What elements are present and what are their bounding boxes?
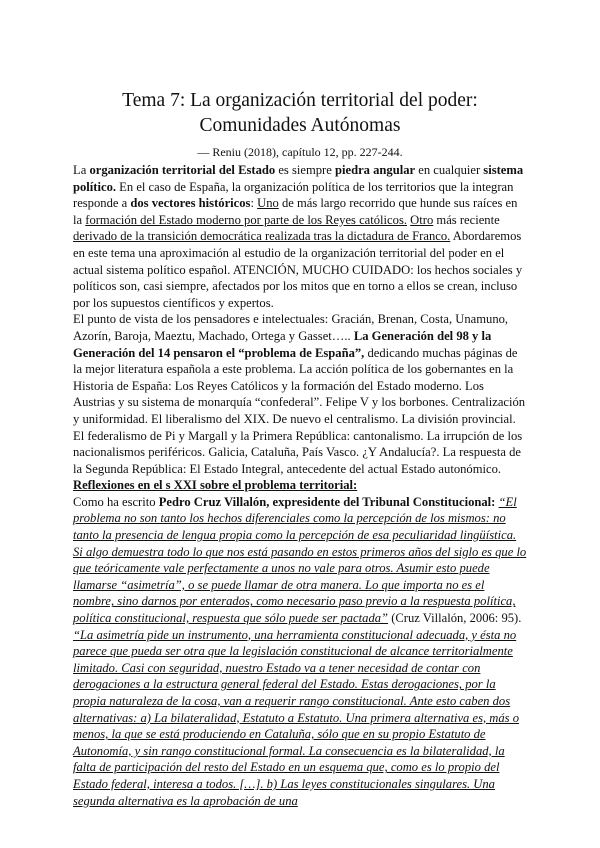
bold-term: sistema político.: [73, 163, 524, 194]
quoted-text: “La asimetría pide un instrumento, una herramienta constitucional adecuada, y ésta no parece que pueda ser otra que la legislación constitucional de alcance territorialmente limitado. Casi con seguridad, nuestro Estado va a tener necesidad de contar con derogaciones a la estructura general federal del Estado. Estas derogaciones, por la propia naturaleza de la cosa, van a requerir rango constitucional. Ante esto caben dos alternativas: a) La bilateralidad, Estatuto a Estatuto. Una primera alternativa es, más o menos, la que se está produciendo en Cataluña, sólo que en su propio Estatuto de Autonomía, y sin rango constitucional formal. La consecuencia es la bilateralidad, la falta de participación del resto del Estado en un esquema que, como es lo propio del Estado federal, interesa a todos. […]. b) Las leyes constitucionales singulares. Una segunda alternativa es la aprobación de una: [73, 627, 520, 808]
bold-term: dos vectores históricos: [130, 196, 251, 211]
asymmetry-paragraph: [73, 627, 527, 810]
thinkers-paragraph: [73, 311, 527, 477]
text-run: es siempre: [275, 163, 335, 177]
text-run: de más largo recorrido que hunde sus raíces en la: [73, 196, 518, 227]
document-title: [73, 88, 527, 138]
bold-term: La Generación del 98 y la Generación del 14 pensaron el “problema de España”,: [73, 328, 492, 360]
text-run: más reciente: [433, 212, 500, 227]
text-run: Abordaremos en este tema una aproximación al estudio de la organización territorial del poder en el actual sistema político español. ATENCIÓN, MUCHO CUIDADO: los hechos sociales y políticos son, casi siempre, afectados por los mitos que en torno a ellos se crean, incluso por los supuestos científicos y expertos.: [73, 229, 523, 310]
text-run: La: [73, 163, 90, 177]
bold-term: organización territorial del Estado: [89, 163, 276, 177]
underlined-text: formación del Estado moderno por parte de los Reyes católicos.: [85, 212, 407, 227]
text-run: Como ha escrito: [73, 494, 159, 509]
text-run: :: [250, 196, 258, 211]
text-run: En el caso de España, la organización política de los territorios que la integran responde a: [73, 179, 514, 211]
document-page: [73, 88, 527, 809]
cruz-villalon-paragraph: [73, 494, 527, 627]
bold-term: piedra angular: [334, 163, 416, 177]
text-run: en cualquier: [415, 163, 484, 177]
title-line-1: Tema 7: La organización territorial del poder:: [122, 90, 478, 111]
underlined-text: Uno: [257, 196, 279, 211]
section-heading-text: Reflexiones en el s XXI sobre el problema territorial:: [73, 478, 358, 493]
bold-term: Pedro Cruz Villalón, expresidente del Tribunal Constitucional:: [158, 494, 496, 509]
text-run: dedicando muchas páginas de la mejor literatura española a este problema. La acción política de los gobernantes en la Historia de España: Los Reyes Católicos y la formación del Estado moderno. Los Austrias y su sistema de monarquía “confederal”. Felipe V y los borbones. Centralización y uniformidad. El liberalismo del XIX. De nuevo el centralismo. La división provincial. El federalismo de Pi y Margall y la Primera República: cantonalismo. La irrupción de los nacionalismos periféricos. Galicia, Cataluña, País Vasco. ¿Y Andalucía?. La respuesta de la Segunda República: El Estado Integral, antecedente del actual Estado autonómico.: [73, 345, 526, 476]
title-line-2: Comunidades Autónomas: [199, 115, 401, 136]
source-citation: — Reniu (2018), capítulo 12, pp. 227-244.: [197, 145, 403, 159]
underlined-text: Otro: [410, 212, 434, 227]
quoted-text: “El problema no son tanto los hechos diferenciales como la percepción de los mismos: no tanto la presencia de lengua propia como la percepción de esa peculiaridad lingüística. Si algo demuestra todo lo que nos está pasando en estos primeros años del siglo es que lo que teóricamente vale perfectamente a unos no vale para otros. Asumir esto puede llamarse “asimetría”, o se puede llamar de otra manera. Lo que importa no es el nombre, sino darnos por enterados, como necesario paso previo a la respuesta política, política constitucional, respuesta que sólo puede ser pactada”: [73, 494, 527, 626]
text-run: El punto de vista de los pensadores e intelectuales: Gracián, Brenan, Costa, Unamuno, Azorín, Baroja, Maeztu, Machado, Ortega y Gasset…..: [73, 312, 509, 343]
intro-paragraph: [73, 162, 527, 311]
underlined-text: derivado de la transición democrática realizada tras la dictadura de Franco.: [73, 229, 451, 244]
text-run: (Cruz Villalón, 2006: 95).: [388, 611, 522, 626]
section-heading: [73, 477, 527, 494]
